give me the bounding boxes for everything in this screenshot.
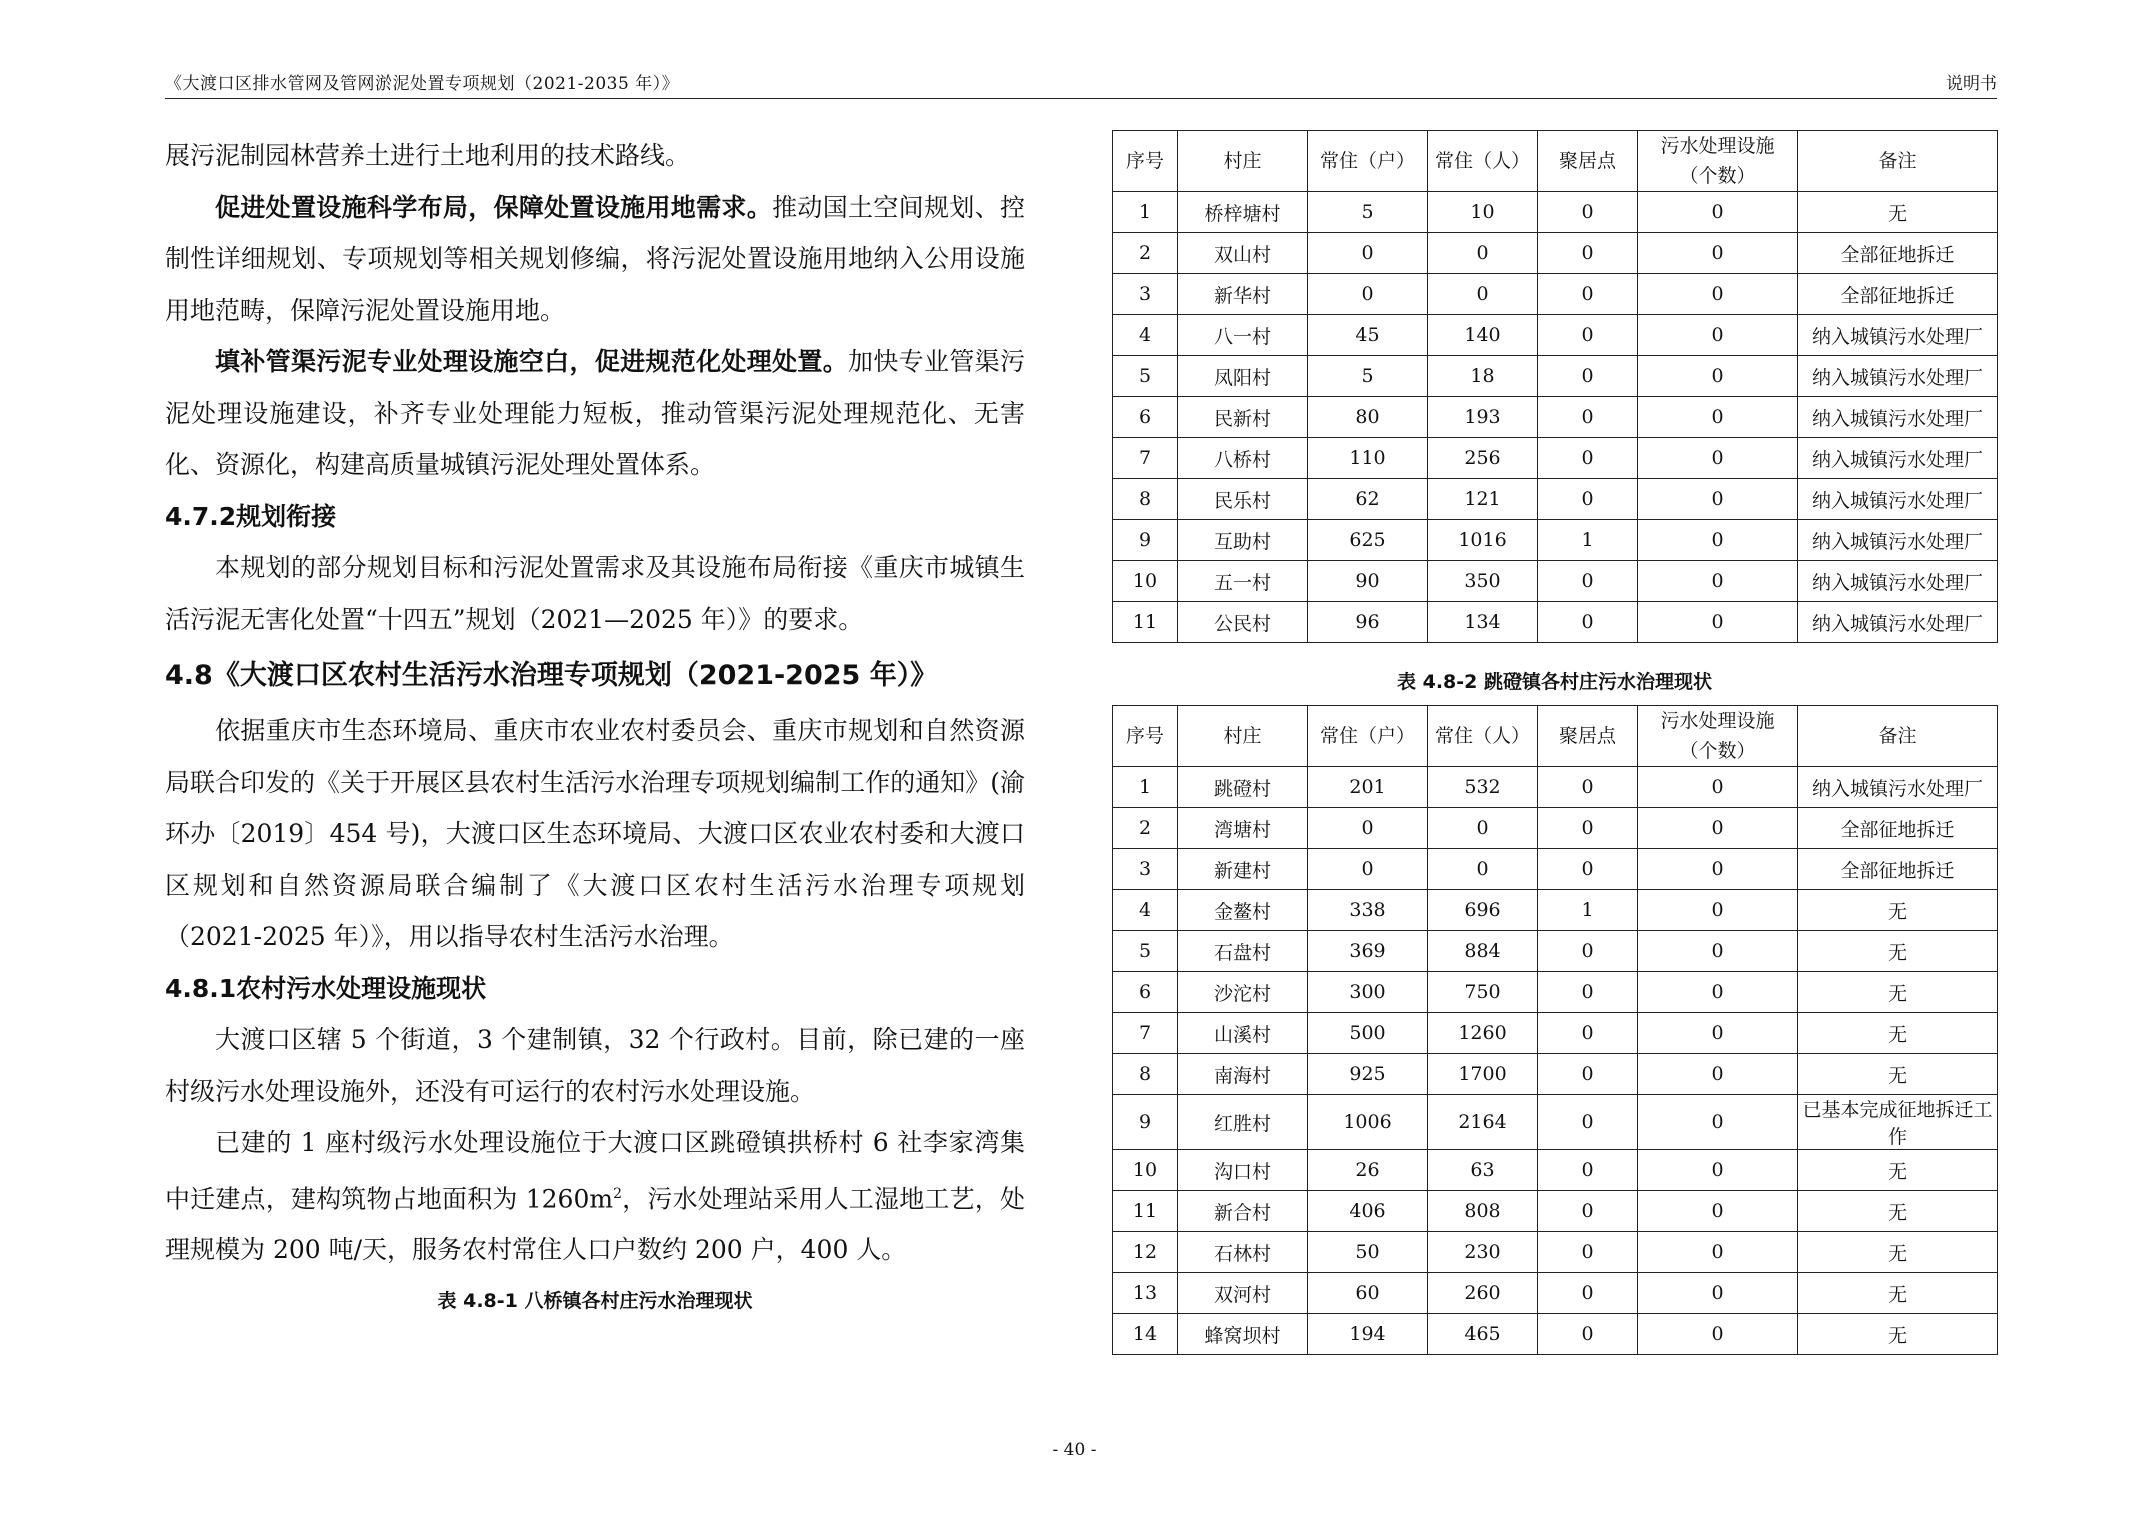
table-cell: 10 [1428, 192, 1538, 233]
table-row [1113, 192, 1998, 233]
table-row [1113, 849, 1998, 890]
table-cell: 0 [1638, 1150, 1798, 1191]
table-tiaodeng [1112, 705, 1998, 1355]
column-header: 聚居点 [1538, 706, 1638, 767]
column-header: 序号 [1113, 131, 1178, 192]
table-cell: 7 [1113, 438, 1178, 479]
table-row [1113, 479, 1998, 520]
table-cell: 0 [1638, 1013, 1798, 1054]
table-cell: 5 [1113, 931, 1178, 972]
table-cell: 0 [1638, 972, 1798, 1013]
table-cell: 1260 [1428, 1013, 1538, 1054]
table-row [1113, 1150, 1998, 1191]
column-header: 常住（人） [1428, 706, 1538, 767]
table-caption-1: 表 4.8-1 八桥镇各村庄污水治理现状 [437, 1290, 753, 1312]
table-cell: 纳入城镇污水处理厂 [1798, 520, 1998, 561]
table-row [1113, 561, 1998, 602]
column-header: 常住（人） [1428, 131, 1538, 192]
table-cell: 0 [1638, 767, 1798, 808]
table-cell: 无 [1798, 1232, 1998, 1273]
table-cell: 8 [1113, 1054, 1178, 1095]
paragraph-3 [165, 336, 1025, 491]
table-row [1113, 520, 1998, 561]
table-cell: 8 [1113, 479, 1178, 520]
table-cell: 13 [1113, 1273, 1178, 1314]
table-cell: 1 [1538, 520, 1638, 561]
table-cell: 45 [1308, 315, 1428, 356]
table-cell: 60 [1308, 1273, 1428, 1314]
table-cell: 0 [1308, 808, 1428, 849]
table-cell: 256 [1428, 438, 1538, 479]
table-row [1113, 1013, 1998, 1054]
table-cell: 0 [1538, 397, 1638, 438]
table-cell: 双河村 [1178, 1273, 1308, 1314]
table-cell: 新建村 [1178, 849, 1308, 890]
table-row [1113, 931, 1998, 972]
table-cell: 338 [1308, 890, 1428, 931]
table-cell: 7 [1113, 1013, 1178, 1054]
table-cell: 0 [1638, 1314, 1798, 1355]
table-cell: 双山村 [1178, 233, 1308, 274]
table-row [1113, 767, 1998, 808]
table-cell: 金鳌村 [1178, 890, 1308, 931]
table-cell: 0 [1308, 233, 1428, 274]
table-row [1113, 1095, 1998, 1150]
table-cell: 0 [1638, 808, 1798, 849]
table-cell: 2164 [1428, 1095, 1538, 1150]
table-cell: 80 [1308, 397, 1428, 438]
paragraph-5: 依据重庆市生态环境局、重庆市农业农村委员会、重庆市规划和自然资源局联合印发的《关于开展区县农村生活污水治理专项规划编制工作的通知》(渝环办〔2019〕454 号)，大渡口区生态环境局、大渡口区农业农村委和大渡口区规划和自然资源局联合编制了《大渡口区农村生活污水治理专项规划（2021-2025 年）》，用以指导农村生活污水治理。 [165, 716, 1025, 951]
table-row [1113, 890, 1998, 931]
table-cell: 互助村 [1178, 520, 1308, 561]
paragraph-3-text: 加快专业管渠污泥处理设施建设，补齐专业处理能力短板，推动管渠污泥处理规范化、无害化、资源化，构建高质量城镇污泥处理处置体系。 [165, 347, 1025, 479]
table-cell: 0 [1538, 356, 1638, 397]
table-cell: 0 [1638, 438, 1798, 479]
table-cell: 0 [1538, 274, 1638, 315]
table-baqiao [1112, 130, 1998, 643]
table-cell: 0 [1638, 1232, 1798, 1273]
table-cell: 0 [1638, 561, 1798, 602]
table-row [1113, 233, 1998, 274]
table-body [1113, 767, 1998, 1355]
table-cell: 八一村 [1178, 315, 1308, 356]
heading-4-8-1: 4.8.1农村污水处理设施现状 [165, 973, 487, 1003]
column-header: 序号 [1113, 706, 1178, 767]
table-cell: 沟口村 [1178, 1150, 1308, 1191]
column-header: 常住（户） [1308, 131, 1428, 192]
table-body [1113, 192, 1998, 643]
table-row [1113, 397, 1998, 438]
document-title: 《大渡口区排水管网及管网淤泥处置专项规划（2021-2035 年）》 [165, 74, 680, 94]
column-header: 村庄 [1178, 131, 1308, 192]
table-cell: 11 [1113, 1191, 1178, 1232]
table-row [1113, 602, 1998, 643]
page-number: - 40 - [1052, 1440, 1097, 1460]
table-cell: 无 [1798, 1054, 1998, 1095]
table-cell: 1 [1538, 890, 1638, 931]
table-cell: 全部征地拆迁 [1798, 849, 1998, 890]
table-cell: 0 [1538, 808, 1638, 849]
table-cell: 90 [1308, 561, 1428, 602]
table-row [1113, 315, 1998, 356]
table-cell: 0 [1428, 849, 1538, 890]
table-cell: 0 [1538, 1150, 1638, 1191]
table-cell: 0 [1638, 1054, 1798, 1095]
table-cell: 已基本完成征地拆迁工作 [1798, 1095, 1998, 1150]
column-header: 污水处理设施（个数） [1638, 706, 1798, 767]
table-cell: 0 [1308, 849, 1428, 890]
table-cell: 0 [1638, 274, 1798, 315]
table-cell: 5 [1308, 192, 1428, 233]
table-cell: 500 [1308, 1013, 1428, 1054]
table-cell: 0 [1538, 315, 1638, 356]
table-cell: 3 [1113, 274, 1178, 315]
table-cell: 406 [1308, 1191, 1428, 1232]
table-cell: 63 [1428, 1150, 1538, 1191]
table-cell: 0 [1638, 397, 1798, 438]
table-row [1113, 1273, 1998, 1314]
table-cell: 无 [1798, 192, 1998, 233]
table-cell: 民乐村 [1178, 479, 1308, 520]
table-cell: 0 [1428, 233, 1538, 274]
table-cell: 121 [1428, 479, 1538, 520]
table-cell: 全部征地拆迁 [1798, 274, 1998, 315]
table-cell: 300 [1308, 972, 1428, 1013]
table-cell: 蜂窝坝村 [1178, 1314, 1308, 1355]
table-cell: 0 [1638, 849, 1798, 890]
table-cell: 5 [1308, 356, 1428, 397]
table-cell: 11 [1113, 602, 1178, 643]
page-header [165, 72, 1997, 99]
table-row [1113, 1314, 1998, 1355]
table-cell: 0 [1538, 1273, 1638, 1314]
table-caption-2: 表 4.8-2 跳磴镇各村庄污水治理现状 [1397, 671, 1712, 693]
table-cell: 808 [1428, 1191, 1538, 1232]
table-cell: 0 [1428, 274, 1538, 315]
table-cell: 石盘村 [1178, 931, 1308, 972]
table-cell: 0 [1538, 192, 1638, 233]
paragraph-6: 大渡口区辖 5 个街道，3 个建制镇，32 个行政村。目前，除已建的一座村级污水处理设施外，还没有可运行的农村污水处理设施。 [165, 1025, 1025, 1106]
table-cell: 0 [1538, 972, 1638, 1013]
table-cell: 纳入城镇污水处理厂 [1798, 767, 1998, 808]
table-cell: 0 [1538, 479, 1638, 520]
table-cell: 26 [1308, 1150, 1428, 1191]
table-cell: 0 [1538, 561, 1638, 602]
table-cell: 110 [1308, 438, 1428, 479]
table-cell: 3 [1113, 849, 1178, 890]
table-cell: 0 [1428, 808, 1538, 849]
table-cell: 12 [1113, 1232, 1178, 1273]
table-cell: 0 [1638, 233, 1798, 274]
column-header: 村庄 [1178, 706, 1308, 767]
table-cell: 无 [1798, 972, 1998, 1013]
table-cell: 纳入城镇污水处理厂 [1798, 397, 1998, 438]
table-cell: 18 [1428, 356, 1538, 397]
table-header-row [1113, 131, 1998, 192]
table-cell: 0 [1538, 1054, 1638, 1095]
table-cell: 369 [1308, 931, 1428, 972]
table-cell: 750 [1428, 972, 1538, 1013]
paragraph-7-a: 已建的 1 座村级污水处理设施位于大渡口区跳磴镇拱桥村 6 社李家湾集中迁建点，建构筑物占地面积为 1260m [165, 1128, 1025, 1213]
table-cell: 纳入城镇污水处理厂 [1798, 356, 1998, 397]
table-cell: 0 [1538, 602, 1638, 643]
table-cell: 纳入城镇污水处理厂 [1798, 479, 1998, 520]
table-cell: 0 [1538, 1191, 1638, 1232]
table-cell: 石林村 [1178, 1232, 1308, 1273]
table-cell: 纳入城镇污水处理厂 [1798, 561, 1998, 602]
table-cell: 0 [1538, 1232, 1638, 1273]
table-cell: 无 [1798, 1013, 1998, 1054]
table-cell: 6 [1113, 397, 1178, 438]
table-cell: 0 [1638, 890, 1798, 931]
table-cell: 0 [1638, 1095, 1798, 1150]
table-cell: 50 [1308, 1232, 1428, 1273]
left-column [165, 130, 1025, 1276]
table-row [1113, 274, 1998, 315]
table-cell: 134 [1428, 602, 1538, 643]
table-cell: 696 [1428, 890, 1538, 931]
table-cell: 0 [1538, 849, 1638, 890]
table-cell: 1 [1113, 192, 1178, 233]
table-cell: 0 [1638, 192, 1798, 233]
table-cell: 1006 [1308, 1095, 1428, 1150]
table-cell: 无 [1798, 1150, 1998, 1191]
table-row [1113, 808, 1998, 849]
column-header: 聚居点 [1538, 131, 1638, 192]
table-cell: 民新村 [1178, 397, 1308, 438]
table-cell: 无 [1798, 1191, 1998, 1232]
table-cell: 0 [1638, 479, 1798, 520]
table-cell: 新华村 [1178, 274, 1308, 315]
table-cell: 10 [1113, 561, 1178, 602]
table-cell: 884 [1428, 931, 1538, 972]
table-cell: 无 [1798, 1273, 1998, 1314]
table-cell: 1700 [1428, 1054, 1538, 1095]
table-cell: 0 [1638, 602, 1798, 643]
table-cell: 全部征地拆迁 [1798, 233, 1998, 274]
table-cell: 0 [1538, 931, 1638, 972]
table-cell: 0 [1638, 1191, 1798, 1232]
column-header: 备注 [1798, 131, 1998, 192]
table-cell: 0 [1538, 1095, 1638, 1150]
table-cell: 2 [1113, 233, 1178, 274]
table-cell: 八桥村 [1178, 438, 1308, 479]
table-cell: 4 [1113, 315, 1178, 356]
table-row [1113, 1191, 1998, 1232]
table-cell: 5 [1113, 356, 1178, 397]
document-type: 说明书 [1946, 74, 1997, 94]
table-cell: 新合村 [1178, 1191, 1308, 1232]
table-cell: 无 [1798, 1314, 1998, 1355]
table-cell: 14 [1113, 1314, 1178, 1355]
table-cell: 465 [1428, 1314, 1538, 1355]
table-cell: 260 [1428, 1273, 1538, 1314]
table-cell: 0 [1538, 767, 1638, 808]
paragraph-1: 展污泥制园林营养土进行土地利用的技术路线。 [165, 141, 691, 170]
table-cell: 0 [1538, 438, 1638, 479]
paragraph-7-b: ，污水处理站采用人工湿地工艺，处理规模为 200 吨/天，服务农村常住人口户数约 200 户，400 人。 [165, 1183, 1025, 1265]
paragraph-2-bold: 促进处置设施科学布局，保障处置设施用地需求。 [215, 192, 773, 222]
table-cell: 96 [1308, 602, 1428, 643]
table-cell: 1 [1113, 767, 1178, 808]
table-cell: 0 [1638, 356, 1798, 397]
table-cell: 140 [1428, 315, 1538, 356]
table-cell: 0 [1538, 233, 1638, 274]
table-cell: 0 [1638, 520, 1798, 561]
table-cell: 350 [1428, 561, 1538, 602]
table-cell: 湾塘村 [1178, 808, 1308, 849]
table-cell: 0 [1638, 1273, 1798, 1314]
table-cell: 10 [1113, 1150, 1178, 1191]
table-cell: 532 [1428, 767, 1538, 808]
table-cell: 凤阳村 [1178, 356, 1308, 397]
table-row [1113, 438, 1998, 479]
table-cell: 925 [1308, 1054, 1428, 1095]
table-cell: 无 [1798, 931, 1998, 972]
table-cell: 6 [1113, 972, 1178, 1013]
table-cell: 0 [1308, 274, 1428, 315]
table-cell: 9 [1113, 520, 1178, 561]
table-cell: 1016 [1428, 520, 1538, 561]
table-cell: 201 [1308, 767, 1428, 808]
column-header: 污水处理设施（个数） [1638, 131, 1798, 192]
table-cell: 山溪村 [1178, 1013, 1308, 1054]
table-cell: 纳入城镇污水处理厂 [1798, 602, 1998, 643]
table-cell: 193 [1428, 397, 1538, 438]
table-cell: 230 [1428, 1232, 1538, 1273]
table-cell: 194 [1308, 1314, 1428, 1355]
table-cell: 纳入城镇污水处理厂 [1798, 315, 1998, 356]
table-cell: 9 [1113, 1095, 1178, 1150]
table-cell: 625 [1308, 520, 1428, 561]
table-cell: 公民村 [1178, 602, 1308, 643]
table-cell: 无 [1798, 890, 1998, 931]
table-cell: 0 [1638, 931, 1798, 972]
column-header: 常住（户） [1308, 706, 1428, 767]
paragraph-3-bold: 填补管渠污泥专业处理设施空白，促进规范化处理处置。 [215, 347, 849, 376]
heading-4-7-2: 4.7.2规划衔接 [165, 501, 337, 531]
table-cell: 跳磴村 [1178, 767, 1308, 808]
table-cell: 全部征地拆迁 [1798, 808, 1998, 849]
paragraph-2-text: 推动国土空间规划、控制性详细规划、专项规划等相关规划修编，将污泥处置设施用地纳入公用设施用地范畴，保障污泥处置设施用地。 [165, 192, 1025, 325]
table-cell: 南海村 [1178, 1054, 1308, 1095]
superscript-2: 2 [613, 1185, 622, 1202]
paragraph-7 [165, 1117, 1025, 1276]
table-cell: 0 [1538, 1314, 1638, 1355]
table-cell: 沙沱村 [1178, 972, 1308, 1013]
table-cell: 红胜村 [1178, 1095, 1308, 1150]
table-cell: 0 [1538, 1013, 1638, 1054]
column-header: 备注 [1798, 706, 1998, 767]
paragraph-2 [165, 182, 1025, 337]
table-cell: 4 [1113, 890, 1178, 931]
table-cell: 纳入城镇污水处理厂 [1798, 438, 1998, 479]
table-cell: 0 [1638, 315, 1798, 356]
paragraph-4: 本规划的部分规划目标和污泥处置需求及其设施布局衔接《重庆市城镇生活污泥无害化处置“十四五”规划（2021—2025 年）》的要求。 [165, 553, 1025, 634]
table-cell: 五一村 [1178, 561, 1308, 602]
heading-4-8: 4.8《大渡口区农村生活污水治理专项规划（2021-2025 年）》 [165, 660, 938, 691]
table-cell: 2 [1113, 808, 1178, 849]
table-header-row [1113, 706, 1998, 767]
table-row [1113, 1054, 1998, 1095]
table-cell: 桥梓塘村 [1178, 192, 1308, 233]
table-cell: 62 [1308, 479, 1428, 520]
table-row [1113, 972, 1998, 1013]
table-row [1113, 1232, 1998, 1273]
table-row [1113, 356, 1998, 397]
